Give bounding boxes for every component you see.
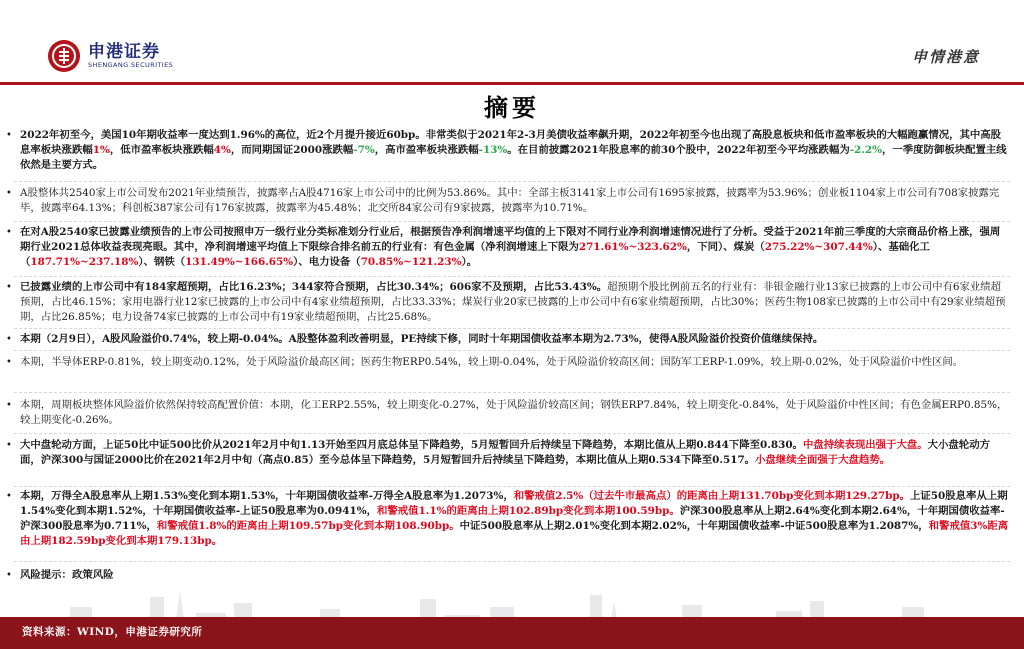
bold-text: 本期，万得全A股息率从上期1.53%变化到本期1.53%，十年期国债收益率-万得全A股息率为1.2073%， <box>20 490 514 502</box>
highlight-text: 187.71%~237.18% <box>30 256 139 268</box>
bold-text: 本期（2月9日），A股风险溢价0.74%，较上期-0.04%。A股整体盈利改善明显，PE持续下修，同时十年期国债收益率本期为2.73%，使得A股风险溢价投资价值继续保持。 <box>20 333 824 345</box>
bullet-icon: • <box>6 440 12 451</box>
paragraph-divider <box>14 433 1010 434</box>
paragraph-divider <box>14 221 1010 222</box>
paragraph-divider <box>14 486 1010 487</box>
body-text: 本期，周期板块整体风险溢价依然保持较高配置价值：本期，化工ERP2.55%，较上期变化-0.27%，处于风险溢价较高区间；钢铁ERP7.84%，较上期变化-0.84%，处于风险溢价中性区间；有色金属ERP0.85%，较上期变化-0.26%。 <box>20 399 1008 426</box>
summary-paragraph <box>6 398 1010 428</box>
paragraph-text <box>20 281 1006 323</box>
bold-text: ）、电力设备（ <box>293 256 361 268</box>
data-source-note: 资料来源：WIND，申港证券研究所 <box>22 626 203 638</box>
highlight-text: 小盘继续全面强于大盘趋势。 <box>755 454 891 466</box>
bold-text: 风险提示：政策风险 <box>20 569 114 581</box>
bold-text: 在对A股2540家已披露业绩预告的上市公司按照申万一级行业分类标准划分行业后，根据预告净利润增速平均值的上下限对不同行业净利润增速情况进行了分析。受益于2021年前三季度的大宗商品价格上涨，强周期行业2021总体收益表现亮眼。其中，净利润增速平均值上下限综合排名前五的行业有：有色金属（净利润增速上下限为 <box>20 226 1001 253</box>
highlight-text: 和警戒值3%距离由上期182.59bp变化到本期179.13bp。 <box>20 520 1009 547</box>
body-text: 本期，半导体ERP-0.81%，较上期变动0.12%，处于风险溢价最高区间；医药生物ERP0.54%，较上期-0.04%，处于风险溢价较高区间；国防军工ERP-1.09%，较上期-0.02%，处于风险溢价中性区间。 <box>20 356 964 368</box>
report-header <box>0 0 1024 92</box>
summary-paragraph <box>6 489 1010 549</box>
bold-text: 大中盘轮动方面，上证50比中证500比价从2021年2月中旬1.13开始至四月底总体呈下降趋势，5月短暂回升后持续呈下降趋势，本期比值从上期0.844下降至0.830。 <box>20 439 803 451</box>
paragraph-text <box>20 439 990 466</box>
paragraph-text <box>20 187 999 214</box>
summary-paragraph <box>6 280 1010 325</box>
summary-paragraph <box>6 186 1010 216</box>
bold-text: 中证500股息率从上期2.01%变化到本期2.02%，十年期国债收益率-中证500股息率为1.2087%， <box>459 520 929 532</box>
paragraph-divider <box>14 350 1010 351</box>
bold-text: ）、基础化工（ <box>20 241 930 268</box>
paragraph-divider <box>14 328 1010 329</box>
highlight-text: 4% <box>213 144 231 156</box>
bold-text: ，而同期国证2000涨跌幅 <box>230 144 354 156</box>
company-logo <box>48 40 173 72</box>
bullet-icon: • <box>6 570 12 581</box>
bullet-icon: • <box>6 334 12 345</box>
bold-text: ，一季度防御板块配置主线依然是主要方式。 <box>20 144 1007 171</box>
bullet-icon: • <box>6 357 12 368</box>
highlight-text: -7% <box>353 144 375 156</box>
highlight-text: 131.49%~166.65% <box>185 256 294 268</box>
paragraph-text <box>20 399 1007 426</box>
highlight-text: 和警戒值1.1%的距离由上期102.89bp变化到本期100.59bp。 <box>376 505 680 517</box>
highlight-text: 275.22%~307.44% <box>764 241 873 253</box>
logo-chinese-name: 申港证券 <box>88 42 160 62</box>
highlight-text: 和警戒值2.5%（过去牛市最高点）的距离由上期131.70bp变化到本期129.27bp。 <box>513 490 911 502</box>
bold-text: ，高市盈率板块涨跌幅 <box>374 144 479 156</box>
bullet-icon: • <box>6 227 12 238</box>
highlight-text: 70.85%~121.23% <box>360 256 462 268</box>
bold-text: ）。 <box>461 256 478 268</box>
paragraph-divider <box>14 276 1010 277</box>
summary-paragraph <box>6 438 1010 468</box>
logo-emblem-icon <box>48 40 80 72</box>
bold-text: 已披露业绩的上市公司中有184家超预期，占比16.23%；344家符合预期，占比30.34%；606家不及预期，占比53.43%。 <box>20 281 608 293</box>
summary-paragraph <box>6 332 1010 347</box>
bullet-icon: • <box>6 491 12 502</box>
highlight-text: 和警戒值1.8%的距离由上期109.57bp变化到本期108.90bp。 <box>156 520 460 532</box>
paragraph-text <box>20 490 1008 547</box>
bold-text: 大小盘轮动方面，沪深300与国证2000比价在2021年2月中旬（高点0.85）至今总体呈下降趋势，5月短暂回升后持续呈下降趋势，本期比值从上期0.534下降至0.517。 <box>20 439 990 466</box>
body-text: 超预期个股比例前五名的行业有：非银金融行业13家已披露的上市公司中有6家业绩超预期，占比46.15%；家用电器行业12家已披露的上市公司中有4家业绩超预期，占比33.33%；煤炭行业20家已披露的上市公司中有6家业绩超预期，占比30%；医药生物108家已披露的上市公司中有29家业绩超预期，占比26.85%；电力设备74家已披露的上市公司中有19家业绩超预期，占比25.68%。 <box>20 281 1006 323</box>
highlight-text: 271.61%~323.62% <box>578 241 687 253</box>
highlight-text: 中盘持续表现出强于大盘。 <box>802 439 928 451</box>
logo-english-name: SHENGANG SECURITIES <box>88 61 174 69</box>
body-text: A股整体共2540家上市公司发布2021年业绩预告，披露率占A股4716家上市公司中的比例为53.86%。其中：全部主板3141家上市公司有1695家披露，披露率为53.96%；创业板1104家上市公司有708家披露完毕，披露率64.13%；科创板387家公司有176家披露，披露率为45.48%；北交所84家公司有9家披露，披露率为10.71%。 <box>20 187 1000 214</box>
paragraph-text <box>20 226 1000 268</box>
brand-slogan: 申情港意 <box>911 48 980 66</box>
paragraph-text <box>20 356 963 368</box>
bold-text: ）、钢铁（ <box>138 256 186 268</box>
paragraph-divider <box>14 392 1010 393</box>
highlight-text: -2.2% <box>849 144 882 156</box>
highlight-text: 1% <box>92 144 110 156</box>
bullet-icon: • <box>6 400 12 411</box>
paragraph-divider <box>14 181 1010 182</box>
paragraph-text <box>20 333 823 345</box>
bullet-icon: • <box>6 188 12 199</box>
bullet-icon: • <box>6 282 12 293</box>
bold-text: 。在目前披露2021年股息率的前30个股中，2022年初至今平均涨跌幅为 <box>507 144 850 156</box>
page-title: 摘要 <box>484 93 540 122</box>
paragraph-divider <box>14 561 1010 562</box>
highlight-text: -13% <box>478 144 508 156</box>
summary-paragraph <box>6 355 1010 370</box>
header-divider <box>0 82 1024 85</box>
bold-text: 沪深300股息率从上期2.64%变化到本期2.64%，十年期国债收益率-沪深300股息率为0.711%， <box>20 505 1005 532</box>
bold-text: ，低市盈率板块涨跌幅 <box>109 144 214 156</box>
bold-text: 上证50股息率从上期1.54%变化到本期1.52%，十年期国债收益率-上证50股息率为0.0941%， <box>20 490 1008 517</box>
bold-text: ，下同）、煤炭（ <box>686 241 765 253</box>
bold-text: 2022年初至今，美国10年期收益率一度达到1.96%的高位，近2个月提升接近60bp。非常类似于2021年2-3月美债收益率飙升期，2022年初至今也出现了高股息板块和低市盈率板块的大幅跑赢情况，其中高股息率板块涨跌幅 <box>20 129 1002 156</box>
summary-paragraph <box>6 128 1010 173</box>
bullet-icon: • <box>6 130 12 141</box>
paragraph-text <box>20 129 1007 171</box>
summary-paragraph <box>6 225 1010 270</box>
